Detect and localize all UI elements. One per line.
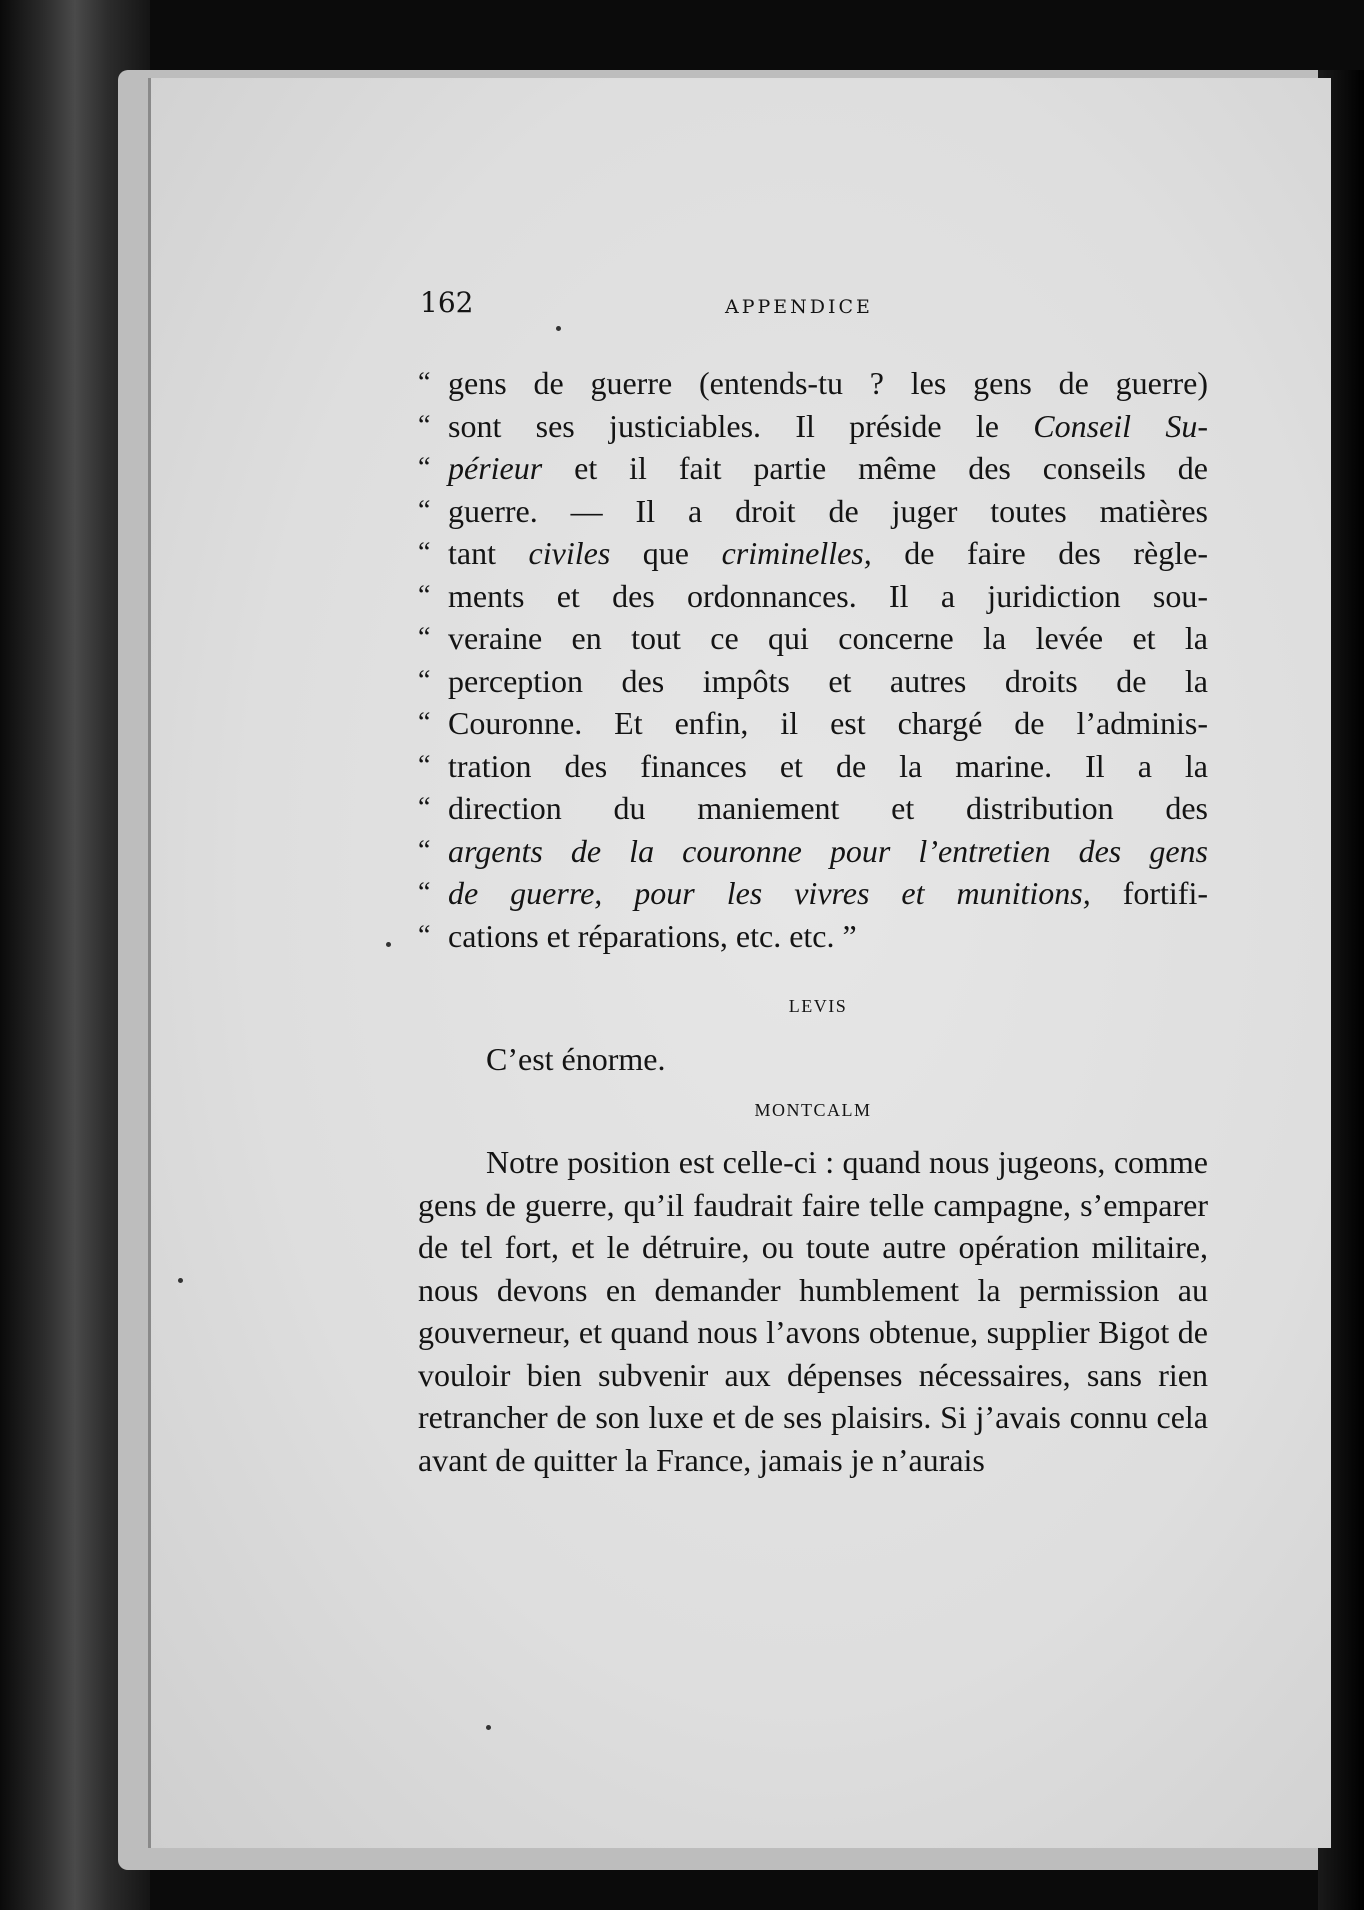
- quote-line-text: perception des impôts et autres droits de la: [448, 662, 1208, 699]
- quote-line-text: tration des finances et de la marine. Il a la: [448, 747, 1208, 784]
- text-block: [418, 362, 1208, 1481]
- speech-paragraph: Notre position est celle-ci : quand nous jugeons, comme gens de guerre, qu’il faudrait faire telle campagne, s’emparer de tel fort, et le détruire, ou toute autre opération militaire, nous devons en demander humblement la permission au gouverneur, et quand nous l’avons obtenue, supplier Bigot de vouloir bien subvenir aux dépenses nécessaires, sans rien retrancher de son luxe et de ses plaisirs. Si j’avais connu cela avant de quitter la France, jamais je n’aurais: [418, 1144, 1208, 1478]
- speaker-name: LEVIS: [788, 996, 848, 1016]
- quote-mark: “: [418, 834, 431, 866]
- italic-run: périeur: [448, 450, 543, 486]
- italic-run: criminelles,: [721, 535, 872, 571]
- quote-line: [418, 447, 1208, 490]
- text-run: tant: [448, 535, 529, 571]
- quote-line: [418, 702, 1208, 745]
- text-run: sont ses justiciables. Il préside le: [448, 407, 1034, 444]
- quote-line-text: ments et des ordonnances. Il a juridiction sou-: [448, 577, 1208, 614]
- quote-line: [418, 660, 1208, 703]
- quote-line-text: Couronne. Et enfin, il est chargé de l’adminis-: [448, 705, 1208, 741]
- quote-line: [418, 787, 1208, 830]
- quote-mark: “: [418, 367, 431, 398]
- quote-mark: “: [418, 409, 431, 441]
- speck: [556, 326, 561, 331]
- speck: [178, 1278, 183, 1283]
- text-run: que: [610, 535, 722, 571]
- quote-line: [418, 830, 1208, 873]
- quote-line-text: guerre. — Il a droit de juger toutes matières: [448, 492, 1208, 529]
- quotation: [418, 362, 1208, 957]
- quote-line-text: [448, 447, 1208, 490]
- quote-line-text: [448, 532, 1208, 575]
- quote-mark: “: [418, 452, 431, 483]
- speck: [486, 1725, 491, 1730]
- quote-line-text: veraine en tout ce qui concerne la levée et la: [448, 620, 1208, 656]
- quote-mark: “: [418, 579, 431, 611]
- quote-line: [418, 575, 1208, 618]
- quote-line: [418, 490, 1208, 533]
- quote-mark: “: [418, 877, 431, 908]
- quote-mark: “: [418, 494, 431, 526]
- quote-mark: “: [418, 664, 431, 696]
- quote-mark: “: [418, 749, 431, 781]
- quote-line: [418, 617, 1208, 660]
- quote-line-text: cations et réparations, etc. etc. ”: [448, 917, 857, 954]
- quote-line-text: [448, 405, 1208, 448]
- quote-line: [418, 872, 1208, 915]
- quote-line: [418, 405, 1208, 448]
- speech-line: C’est énorme.: [486, 1041, 666, 1077]
- italic-run: Conseil Su-: [1033, 407, 1209, 444]
- italic-run: civiles: [528, 535, 611, 571]
- quote-mark: “: [418, 792, 431, 823]
- quote-line-text: direction du maniement et distribution des: [448, 790, 1208, 826]
- speaker-name: MONTCALM: [754, 1100, 872, 1120]
- quote-line-text: [448, 872, 1208, 915]
- text-run: de faire des règle-: [871, 535, 1209, 571]
- page-number: 162: [420, 286, 474, 319]
- italic-run: de guerre, pour les vivres et munitions,: [448, 875, 1091, 911]
- quote-line: [418, 362, 1208, 405]
- quote-mark: “: [418, 537, 431, 568]
- quote-line: [418, 745, 1208, 788]
- quote-mark: “: [418, 919, 431, 951]
- quote-line: [418, 532, 1208, 575]
- quote-line-text: gens de guerre (entends-tu ? les gens de guerre): [448, 365, 1208, 401]
- quote-mark: “: [418, 707, 431, 738]
- quote-mark: “: [418, 622, 431, 653]
- speck: [386, 942, 391, 947]
- running-head: [420, 282, 1210, 322]
- quote-line: [418, 915, 1208, 958]
- running-title: APPENDICE: [725, 296, 873, 318]
- text-run: fortifi-: [1090, 875, 1209, 911]
- text-run: et il fait partie même des conseils de: [542, 450, 1208, 486]
- quote-line-text: argents de la couronne pour l’entretien des gens: [448, 832, 1208, 869]
